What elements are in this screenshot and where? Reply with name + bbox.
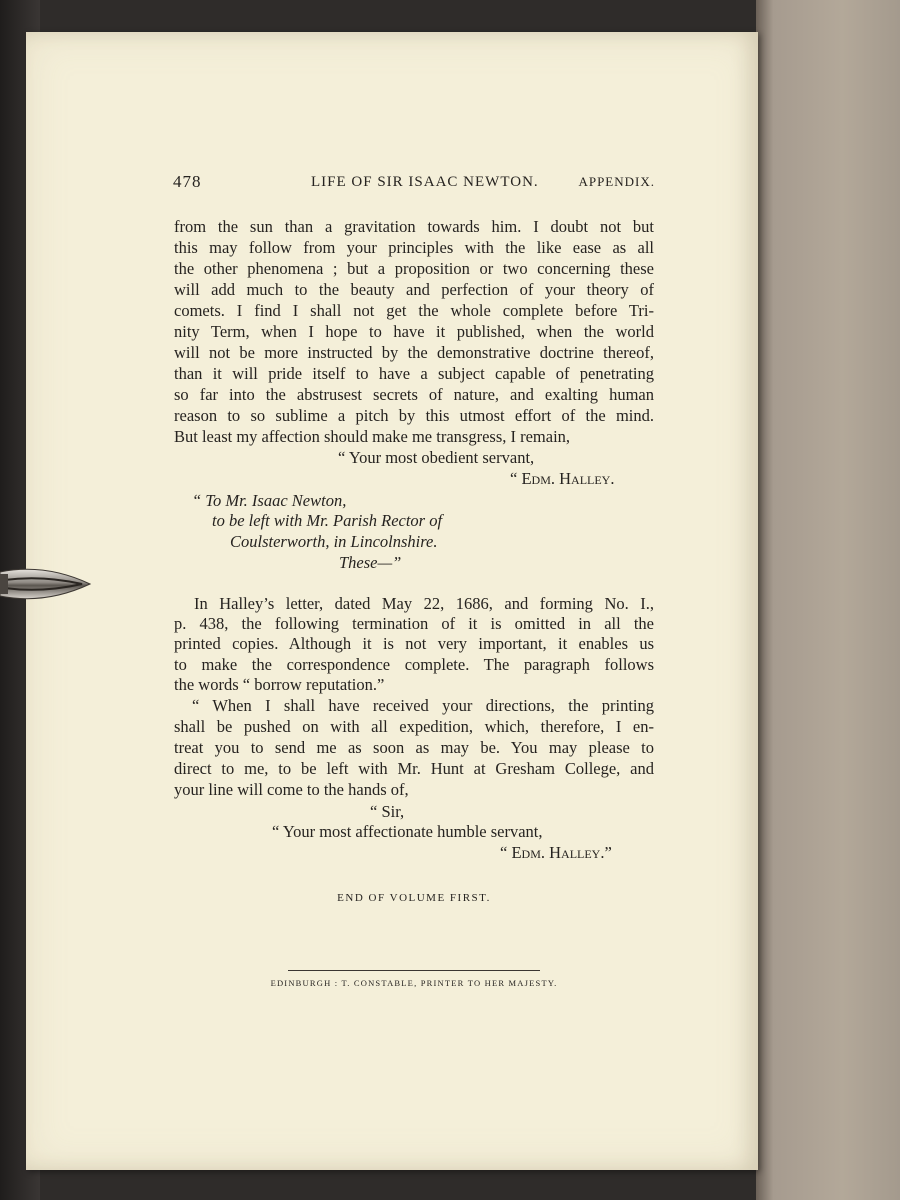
divider-rule xyxy=(288,970,540,971)
note-signature: “ Edm. Halley.” xyxy=(500,843,612,862)
letter-line: so far into the abstrusest secrets of nature, and exalting human xyxy=(174,385,654,404)
note-line: to make the correspondence complete. The paragraph follows xyxy=(174,655,654,674)
note-line: shall be pushed on with all expedition, which, therefore, I en- xyxy=(174,717,654,736)
end-of-volume: END OF VOLUME FIRST. xyxy=(337,892,491,904)
letter-line: will not be more instructed by the demonstrative doctrine thereof, xyxy=(174,343,654,362)
printer-imprint: EDINBURGH : T. CONSTABLE, PRINTER TO HER MAJESTY. xyxy=(270,978,558,988)
note-line: treat you to send me as soon as may be. You may please to xyxy=(174,738,654,757)
note-salutation: “ Sir, xyxy=(370,802,405,821)
page-number: 478 xyxy=(173,172,202,191)
bookmark-clip-icon xyxy=(0,564,92,604)
address-line-4: These—” xyxy=(339,553,402,572)
note-line: printed copies. Although it is not very important, it enables us xyxy=(174,634,654,653)
note-line: direct to me, to be left with Mr. Hunt at Gresham College, and xyxy=(174,759,654,778)
letter-line: the other phenomena ; but a proposition or two concerning these xyxy=(174,259,654,278)
letter-line: comets. I find I shall not get the whole complete before Tri- xyxy=(174,301,654,320)
letter-line: this may follow from your principles with the like ease as all xyxy=(174,238,654,257)
note-closing: “ Your most affectionate humble servant, xyxy=(272,822,543,841)
letter-line: from the sun than a gravitation towards him. I doubt not but xyxy=(174,217,654,236)
address-line-1 xyxy=(192,490,592,511)
note-line: In Halley’s letter, dated May 22, 1686, and forming No. I., xyxy=(194,594,654,613)
letter-line: But least my affection should make me transgress, I remain, xyxy=(174,427,571,446)
letter-line: nity Term, when I hope to have it published, when the world xyxy=(174,322,654,341)
note-line: the words “ borrow reputation.” xyxy=(174,675,385,694)
letter-line: reason to so sublime a pitch by this utmost effort of the mind. xyxy=(174,406,654,425)
note-line: p. 438, the following termination of it is omitted in all the xyxy=(174,614,654,633)
note-line: your line will come to the hands of, xyxy=(174,780,409,799)
address-line-3: Coulsterworth, in Lincolnshire. xyxy=(230,532,438,551)
note-line: “ When I shall have received your directions, the printing xyxy=(192,696,654,715)
running-title: LIFE OF SIR ISAAC NEWTON. xyxy=(311,174,539,190)
section-label: APPENDIX. xyxy=(578,174,655,189)
address-to: “ To Mr. Isaac Newton, xyxy=(192,491,347,510)
address-line-2: to be left with Mr. Parish Rector of xyxy=(212,511,443,530)
letter-signature: “ Edm. Halley. xyxy=(510,469,615,488)
letter-line: than it will pride itself to have a subject capable of penetrating xyxy=(174,364,654,383)
letter-line: will add much to the beauty and perfection of your theory of xyxy=(174,280,654,299)
letter-closing: “ Your most obedient servant, xyxy=(338,448,535,467)
facing-page-edge xyxy=(756,0,900,1200)
running-header xyxy=(173,172,655,196)
